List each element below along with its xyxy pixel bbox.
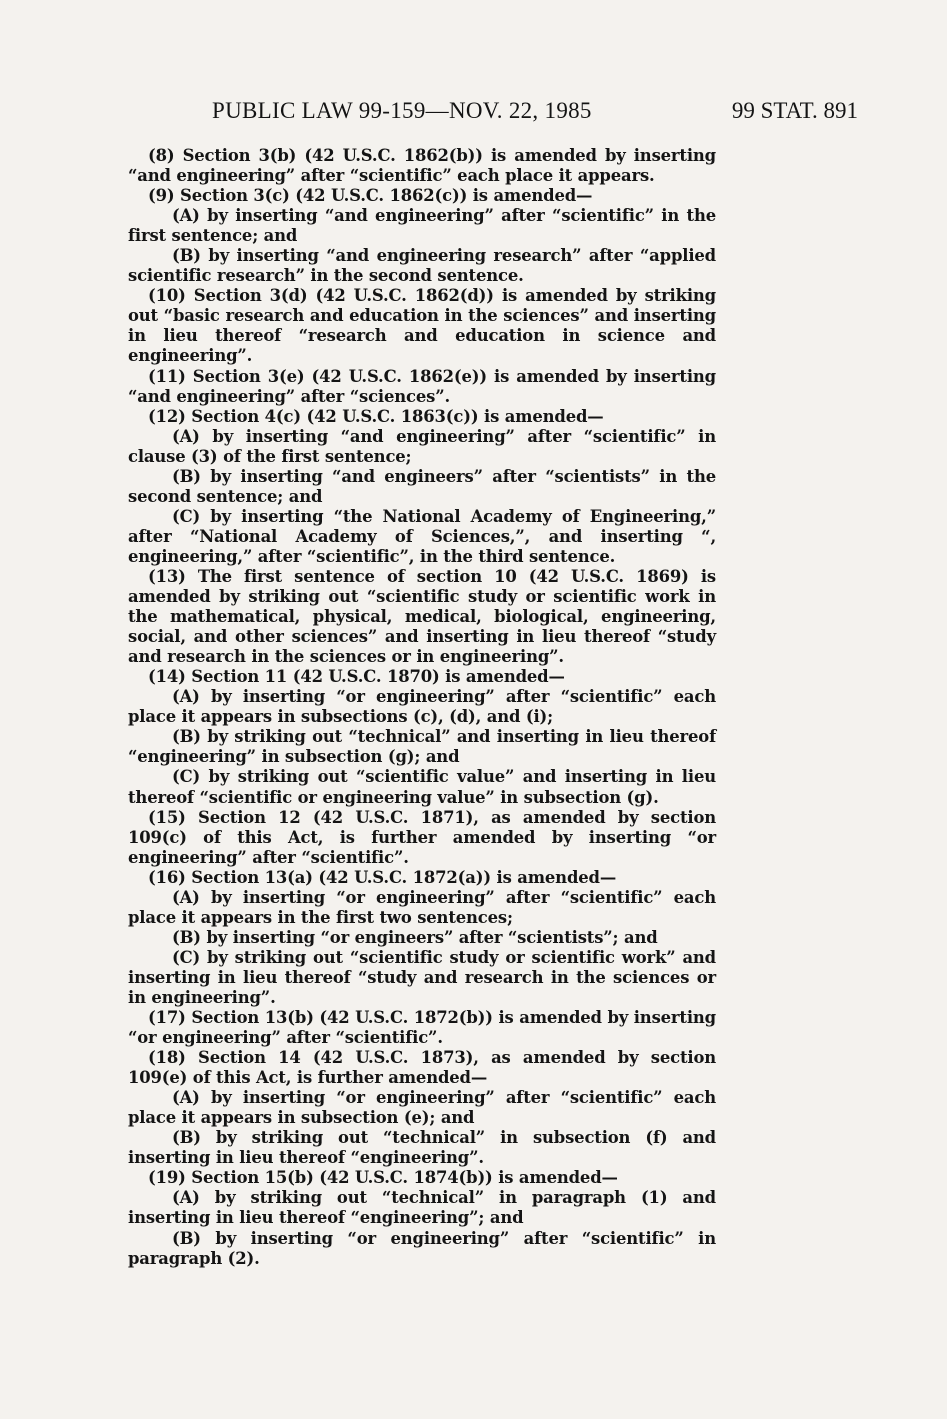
paragraph: (10) Section 3(d) (42 U.S.C. 1862(d)) is amended by striking out “basic research and education in the sciences” and inserting in lieu thereof “research and education in science and engineering”.	[128, 286, 716, 366]
paragraph: (8) Section 3(b) (42 U.S.C. 1862(b)) is amended by inserting “and engineering” after “scientific” each place it appears.	[128, 146, 716, 186]
subparagraph: (B) by inserting “or engineers” after “scientists”; and	[172, 927, 658, 947]
body-text	[128, 146, 716, 1269]
subparagraph: (C) by inserting “the National Academy of Engineering,” after “National Academy of Sciences,”, and inserting “, engineering,” after “scientific”, in the third sentence.	[128, 506, 716, 566]
subparagraph: (A) by inserting “or engineering” after “scientific” each place it appears in subsection (e); and	[128, 1088, 716, 1128]
header-title: PUBLIC LAW 99-159—NOV. 22, 1985	[212, 98, 592, 123]
subparagraph: (A) by inserting “or engineering” after “scientific” each place it appears in subsections (c), (d), and (i);	[128, 687, 716, 727]
paragraph: (9) Section 3(c) (42 U.S.C. 1862(c)) is amended—	[148, 186, 593, 206]
paragraph: (15) Section 12 (42 U.S.C. 1871), as amended by section 109(c) of this Act, is further amended by inserting “or engineering” after “scientific”.	[128, 807, 716, 867]
paragraph: (12) Section 4(c) (42 U.S.C. 1863(c)) is amended—	[148, 406, 604, 426]
subparagraph: (B) by inserting “or engineering” after “scientific” in paragraph (2).	[128, 1228, 716, 1268]
subparagraph: (B) by inserting “and engineering research” after “applied scientific research” in the second sentence.	[128, 246, 716, 286]
paragraph: (17) Section 13(b) (42 U.S.C. 1872(b)) is amended by inserting “or engineering” after “scientific”.	[128, 1008, 716, 1048]
subparagraph: (C) by striking out “scientific value” and inserting in lieu thereof “scientific or engineering value” in subsection (g).	[128, 767, 716, 807]
page-header	[129, 98, 858, 126]
subparagraph: (B) by inserting “and engineers” after “scientists” in the second sentence; and	[128, 466, 716, 506]
subparagraph: (C) by striking out “scientific study or scientific work” and inserting in lieu thereof “study and research in the sciences or in engineering”.	[128, 947, 716, 1007]
paragraph: (18) Section 14 (42 U.S.C. 1873), as amended by section 109(e) of this Act, is further amended—	[128, 1048, 716, 1088]
paragraph: (16) Section 13(a) (42 U.S.C. 1872(a)) is amended—	[148, 867, 617, 887]
subparagraph: (B) by striking out “technical” in subsection (f) and inserting in lieu thereof “engineering”.	[128, 1128, 716, 1168]
paragraph: (11) Section 3(e) (42 U.S.C. 1862(e)) is amended by inserting “and engineering” after “sciences”.	[128, 366, 716, 406]
subparagraph: (A) by inserting “or engineering” after “scientific” each place it appears in the first two sentences;	[128, 887, 716, 927]
subparagraph: (A) by inserting “and engineering” after “scientific” in the first sentence; and	[128, 206, 716, 246]
subparagraph: (B) by striking out “technical” and inserting in lieu thereof “engineering” in subsection (g); and	[128, 727, 716, 767]
subparagraph: (A) by striking out “technical” in paragraph (1) and inserting in lieu thereof “engineering”; and	[128, 1188, 716, 1228]
statute-page-number: 99 STAT. 891	[731, 98, 858, 123]
paragraph: (19) Section 15(b) (42 U.S.C. 1874(b)) is amended—	[148, 1168, 618, 1188]
paragraph: (14) Section 11 (42 U.S.C. 1870) is amended—	[148, 667, 565, 687]
subparagraph: (A) by inserting “and engineering” after “scientific” in clause (3) of the first sentence;	[128, 426, 716, 466]
paragraph: (13) The first sentence of section 10 (42 U.S.C. 1869) is amended by striking out “scientific study or scientific work in the mathematical, physical, medical, biological, engineering, social, and other sciences” and inserting in lieu thereof “study and research in the sciences or in engineering”.	[128, 566, 716, 667]
